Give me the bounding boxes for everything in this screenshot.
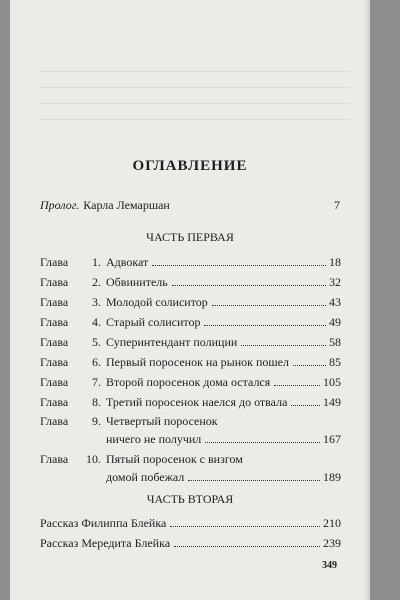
chapter-title-cont: домой побежал [106,470,185,484]
chapter-page: 189 [323,470,341,484]
chapter-label: Глава [40,355,69,369]
chapter-number: 8. [92,395,101,409]
book-page [10,0,370,600]
chapter-number: 3. [92,295,101,309]
chapter-number: 1. [92,255,101,269]
chapter-title: Пятый поросенок с визгом [106,452,243,466]
toc-prologue[interactable] [40,198,340,213]
chapter-title: Четвертый поросенок [106,414,218,428]
chapter-label: Глава [40,295,69,309]
part-one-title: ЧАСТЬ ПЕРВАЯ [146,230,234,244]
chapter-page: 167 [323,432,341,446]
toc-chapter-9[interactable] [40,414,341,444]
chapter-page: 49 [329,315,341,329]
chapter-title: Первый поросенок на рынок пошел [106,355,289,369]
chapter-page: 149 [323,395,341,409]
part-two-title: ЧАСТЬ ВТОРАЯ [146,492,234,506]
chapter-page: 105 [323,375,341,389]
chapter-title-cont: ничего не получил [106,432,202,446]
story-page: 239 [323,536,341,550]
chapter-page: 58 [329,335,341,349]
chapter-label: Глава [40,335,69,349]
toc-story-1[interactable] [40,516,341,530]
chapter-number: 7. [92,375,101,389]
chapter-title: Молодой солиситор [106,295,208,309]
chapter-title: Старый солиситор [106,315,201,329]
prologue-page: 7 [334,198,340,212]
chapter-title: Суперинтендант полиции [106,335,238,349]
chapter-page: 32 [329,275,341,289]
toc-story-2[interactable] [40,536,341,550]
chapter-number: 5. [92,335,101,349]
story-title: Рассказ Филиппа Блейка [40,516,167,530]
chapter-title: Адвокат [106,255,149,269]
chapter-label: Глава [40,452,69,466]
chapter-label: Глава [40,275,69,289]
chapter-label: Глава [40,315,69,329]
show-through [40,62,350,122]
toc-chapter-10[interactable] [40,452,341,482]
story-page: 210 [323,516,341,530]
page-number: 349 [322,560,337,571]
chapter-page: 18 [329,255,341,269]
chapter-number: 10. [86,452,101,466]
chapter-number: 9. [92,414,101,428]
prologue-label: Пролог. [40,198,80,212]
chapter-number: 4. [92,315,101,329]
toc-title: ОГЛАВЛЕНИЕ [132,158,248,174]
chapter-label: Глава [40,375,69,389]
chapter-number: 6. [92,355,101,369]
chapter-number: 2. [92,275,101,289]
chapter-title: Третий поросенок наелся до отвала [106,395,288,409]
chapter-label: Глава [40,255,69,269]
prologue-text: Карла Лемаршан [83,198,170,212]
chapter-label: Глава [40,414,69,428]
chapter-page: 43 [329,295,341,309]
chapter-title: Обвинитель [106,275,168,289]
chapter-label: Глава [40,395,69,409]
chapter-title: Второй поросенок дома остался [106,375,271,389]
story-title: Рассказ Мередита Блейка [40,536,171,550]
chapter-page: 85 [329,355,341,369]
